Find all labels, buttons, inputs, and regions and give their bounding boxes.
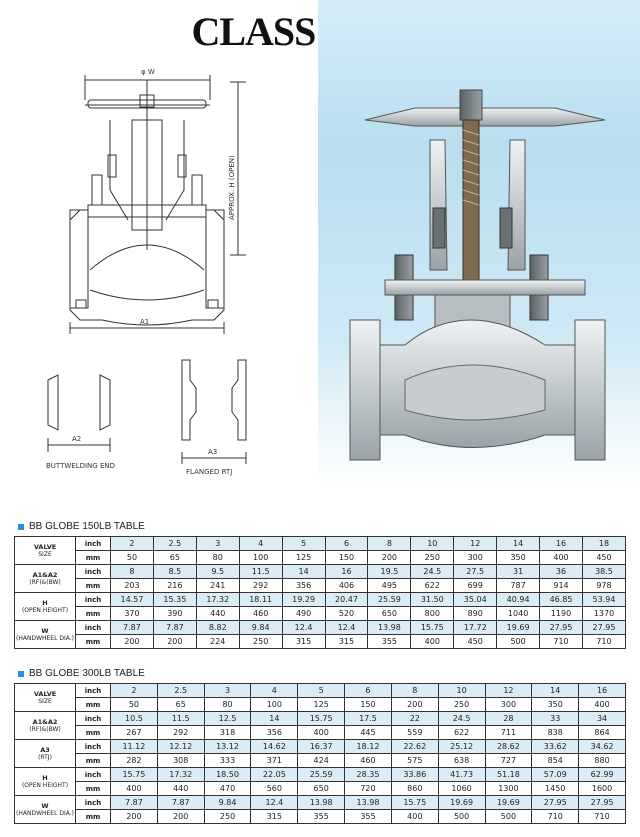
table-cell: 80 <box>204 698 251 712</box>
table-cell: 292 <box>157 726 204 740</box>
table-cell: 1040 <box>497 607 540 621</box>
table-cell: 51.18 <box>485 768 532 782</box>
table-cell: 13.98 <box>298 796 345 810</box>
table-cell: 710 <box>540 635 583 649</box>
table-cell: 440 <box>196 607 239 621</box>
table-cell: 400 <box>540 551 583 565</box>
table-cell: 9.84 <box>239 621 282 635</box>
table300-row-0-inch <box>15 684 626 698</box>
table300-row-0-mm <box>15 698 626 712</box>
table-cell: 355 <box>298 810 345 824</box>
row-header-label: H <box>42 598 48 607</box>
table-cell: 11.5 <box>239 565 282 579</box>
table-cell: 710 <box>582 635 625 649</box>
table-cell: 50 <box>111 551 154 565</box>
table-cell: 200 <box>368 551 411 565</box>
table-cell: 864 <box>579 726 626 740</box>
table-cell: 65 <box>153 551 196 565</box>
unit-cell: inch <box>76 712 111 726</box>
table-cell: 17.32 <box>157 768 204 782</box>
table-cell: 50 <box>111 698 158 712</box>
table-cell: 20.47 <box>325 593 368 607</box>
table-cell: 17.5 <box>345 712 392 726</box>
table-cell: 282 <box>111 754 158 768</box>
table-cell: 470 <box>204 782 251 796</box>
table-cell: 460 <box>239 607 282 621</box>
table-cell: 400 <box>391 810 438 824</box>
table-cell: 15.75 <box>391 796 438 810</box>
table-cell: 28 <box>485 712 532 726</box>
table-cell: 638 <box>438 754 485 768</box>
table-cell: 710 <box>532 810 579 824</box>
unit-cell: mm <box>76 551 111 565</box>
table-cell: 250 <box>438 698 485 712</box>
table-cell: 125 <box>298 698 345 712</box>
table-cell: 559 <box>391 726 438 740</box>
table-cell: 650 <box>298 782 345 796</box>
table-cell: 7.87 <box>111 621 154 635</box>
row-header-label: VALVE <box>33 689 57 698</box>
row-header-sub: (RF)&(BW) <box>29 725 61 733</box>
table-cell: 1060 <box>438 782 485 796</box>
table-cell: 711 <box>485 726 532 740</box>
table-cell: 14.62 <box>251 740 298 754</box>
row-header-sub: SIZE <box>38 697 52 705</box>
table-cell: 17.72 <box>454 621 497 635</box>
table-cell: 727 <box>485 754 532 768</box>
table-cell: 440 <box>157 782 204 796</box>
row-header-label: A3 <box>40 745 50 754</box>
table-cell: 914 <box>540 579 583 593</box>
table-cell: 12.4 <box>325 621 368 635</box>
table-cell: 838 <box>532 726 579 740</box>
unit-cell: mm <box>76 754 111 768</box>
table-cell: 33 <box>532 712 579 726</box>
table-cell: 224 <box>196 635 239 649</box>
table-cell: 14.57 <box>111 593 154 607</box>
table-cell: 13.12 <box>204 740 251 754</box>
table-cell: 27.95 <box>579 796 626 810</box>
table-cell: 267 <box>111 726 158 740</box>
table-cell: 200 <box>153 635 196 649</box>
table-cell: 622 <box>411 579 454 593</box>
table-cell: 38.5 <box>582 565 625 579</box>
valve-cutaway-render <box>335 80 635 470</box>
table-cell: 28.35 <box>345 768 392 782</box>
table-cell: 400 <box>579 698 626 712</box>
table-cell: 25.59 <box>298 768 345 782</box>
label-approx-h: APPROX. H (OPEN) <box>228 155 236 220</box>
table-cell: 25.12 <box>438 740 485 754</box>
table150-row-3-mm <box>15 635 626 649</box>
unit-cell: mm <box>76 810 111 824</box>
row-header <box>15 712 76 740</box>
table-cell: 8.82 <box>196 621 239 635</box>
table-cell: 15.75 <box>111 768 158 782</box>
table150-heading <box>18 521 145 532</box>
row-header-sub: (RTJ) <box>38 753 52 761</box>
table300-row-1-mm <box>15 726 626 740</box>
table-300lb <box>14 683 626 824</box>
table-cell: 445 <box>345 726 392 740</box>
table-cell: 7.87 <box>153 621 196 635</box>
table-cell: 250 <box>411 551 454 565</box>
table-cell: 318 <box>204 726 251 740</box>
table-cell: 13.98 <box>368 621 411 635</box>
table-cell: 355 <box>345 810 392 824</box>
table300-heading <box>18 668 145 679</box>
table-cell: 15.35 <box>153 593 196 607</box>
unit-cell: mm <box>76 635 111 649</box>
table-cell: 356 <box>282 579 325 593</box>
table-cell: 4 <box>239 537 282 551</box>
table300-title: BB GLOBE 300LB TABLE <box>29 668 145 679</box>
table-cell: 62.99 <box>579 768 626 782</box>
table-cell: 854 <box>532 754 579 768</box>
table-cell: 200 <box>111 635 154 649</box>
table-cell: 33.62 <box>532 740 579 754</box>
table-cell: 500 <box>497 635 540 649</box>
table300-row-1-inch <box>15 712 626 726</box>
table150-row-2-inch <box>15 593 626 607</box>
table-cell: 22.62 <box>391 740 438 754</box>
table-cell: 5 <box>282 537 325 551</box>
table300-marker-icon <box>18 671 24 677</box>
table-cell: 15.75 <box>411 621 454 635</box>
row-header <box>15 537 76 565</box>
table-cell: 400 <box>411 635 454 649</box>
table-cell: 35.04 <box>454 593 497 607</box>
table-cell: 19.29 <box>282 593 325 607</box>
table-cell: 18.12 <box>345 740 392 754</box>
table-cell: 16 <box>540 537 583 551</box>
table300-row-3-inch <box>15 768 626 782</box>
row-header-sub: (OPEN HEIGHT) <box>21 781 69 789</box>
row-header-label: VALVE <box>33 542 57 551</box>
table-cell: 80 <box>196 551 239 565</box>
unit-cell: mm <box>76 726 111 740</box>
table-cell: 11.5 <box>157 712 204 726</box>
table-cell: 710 <box>579 810 626 824</box>
unit-cell: inch <box>76 593 111 607</box>
table-cell: 200 <box>111 810 158 824</box>
unit-cell: inch <box>76 768 111 782</box>
table-cell: 575 <box>391 754 438 768</box>
table-cell: 36 <box>540 565 583 579</box>
table-cell: 250 <box>239 635 282 649</box>
table-cell: 11.12 <box>111 740 158 754</box>
row-header <box>15 768 76 796</box>
row-header-label: H <box>42 773 48 782</box>
row-header-label: A1&A2 <box>32 570 58 579</box>
row-header-label: A1&A2 <box>32 717 58 726</box>
table-cell: 203 <box>111 579 154 593</box>
unit-cell: inch <box>76 684 111 698</box>
table-cell: 406 <box>325 579 368 593</box>
table-cell: 53.94 <box>582 593 625 607</box>
table-cell: 17.32 <box>196 593 239 607</box>
table-cell: 7.87 <box>157 796 204 810</box>
table-cell: 216 <box>153 579 196 593</box>
table-cell: 5 <box>298 684 345 698</box>
row-header <box>15 740 76 768</box>
table-cell: 292 <box>239 579 282 593</box>
table-cell: 370 <box>111 607 154 621</box>
table-cell: 16.37 <box>298 740 345 754</box>
table-cell: 24.5 <box>411 565 454 579</box>
unit-cell: inch <box>76 565 111 579</box>
table-cell: 41.73 <box>438 768 485 782</box>
table-cell: 12.4 <box>251 796 298 810</box>
unit-cell: mm <box>76 782 111 796</box>
table-cell: 40.94 <box>497 593 540 607</box>
row-header <box>15 796 76 824</box>
table150-row-1-mm <box>15 579 626 593</box>
table-cell: 1370 <box>582 607 625 621</box>
table-cell: 150 <box>345 698 392 712</box>
table-cell: 100 <box>251 698 298 712</box>
table-cell: 350 <box>497 551 540 565</box>
table-cell: 9.84 <box>204 796 251 810</box>
table-cell: 10 <box>438 684 485 698</box>
table-cell: 860 <box>391 782 438 796</box>
label-a2: A2 <box>72 435 82 443</box>
unit-cell: mm <box>76 698 111 712</box>
table-cell: 19.69 <box>485 796 532 810</box>
row-header-sub: (HANDWHEEL DIA.) <box>16 634 74 642</box>
table-cell: 34 <box>579 712 626 726</box>
table-cell: 19.69 <box>497 621 540 635</box>
unit-cell: mm <box>76 579 111 593</box>
table-cell: 6 <box>325 537 368 551</box>
table-cell: 27.5 <box>454 565 497 579</box>
table150-row-0-inch <box>15 537 626 551</box>
table-cell: 356 <box>251 726 298 740</box>
table-cell: 650 <box>368 607 411 621</box>
table-cell: 46.85 <box>540 593 583 607</box>
table-cell: 890 <box>454 607 497 621</box>
table-cell: 15.75 <box>298 712 345 726</box>
table-cell: 12.4 <box>282 621 325 635</box>
valve-line-drawing <box>10 60 310 480</box>
label-buttwelding: BUTTWELDING END <box>46 462 115 470</box>
table-cell: 520 <box>325 607 368 621</box>
table-cell: 200 <box>391 698 438 712</box>
row-header <box>15 565 76 593</box>
table-cell: 27.95 <box>540 621 583 635</box>
table-cell: 18 <box>582 537 625 551</box>
table-cell: 12 <box>485 684 532 698</box>
table-cell: 9.5 <box>196 565 239 579</box>
table150-row-2-mm <box>15 607 626 621</box>
table-cell: 18.50 <box>204 768 251 782</box>
table-cell: 315 <box>251 810 298 824</box>
table-cell: 18.11 <box>239 593 282 607</box>
table-cell: 390 <box>153 607 196 621</box>
unit-cell: inch <box>76 796 111 810</box>
table150-row-3-inch <box>15 621 626 635</box>
table-cell: 65 <box>157 698 204 712</box>
table-cell: 19.69 <box>438 796 485 810</box>
table-cell: 1600 <box>579 782 626 796</box>
table-cell: 500 <box>485 810 532 824</box>
table-cell: 14 <box>497 537 540 551</box>
table150-row-0-mm <box>15 551 626 565</box>
table-cell: 27.95 <box>582 621 625 635</box>
table-cell: 978 <box>582 579 625 593</box>
table150-row-1-inch <box>15 565 626 579</box>
row-header <box>15 621 76 649</box>
table300-row-2-inch <box>15 740 626 754</box>
table-cell: 13.98 <box>345 796 392 810</box>
row-header-label: W <box>41 801 49 810</box>
table-cell: 300 <box>485 698 532 712</box>
table-cell: 495 <box>368 579 411 593</box>
table300-row-2-mm <box>15 754 626 768</box>
table300-row-4-mm <box>15 810 626 824</box>
table300-row-3-mm <box>15 782 626 796</box>
label-a1: A1 <box>140 318 150 326</box>
table-cell: 31.50 <box>411 593 454 607</box>
table-cell: 10 <box>411 537 454 551</box>
table-cell: 308 <box>157 754 204 768</box>
table-cell: 10.5 <box>111 712 158 726</box>
table-cell: 22.05 <box>251 768 298 782</box>
table-150lb <box>14 536 626 649</box>
unit-cell: inch <box>76 621 111 635</box>
row-header <box>15 593 76 621</box>
table-cell: 800 <box>411 607 454 621</box>
table-cell: 7.87 <box>111 796 158 810</box>
table-cell: 400 <box>298 726 345 740</box>
label-phi-w: φ W <box>141 68 155 76</box>
row-header-sub: (OPEN HEIGHT) <box>21 606 69 614</box>
table-cell: 12.5 <box>204 712 251 726</box>
table-cell: 34.62 <box>579 740 626 754</box>
label-flanged: FLANGED RTJ <box>186 468 233 476</box>
table-cell: 315 <box>282 635 325 649</box>
table-cell: 3 <box>196 537 239 551</box>
table-cell: 100 <box>239 551 282 565</box>
table150-marker-icon <box>18 524 24 530</box>
table-cell: 787 <box>497 579 540 593</box>
table-cell: 14 <box>251 712 298 726</box>
table-cell: 355 <box>368 635 411 649</box>
table-cell: 400 <box>111 782 158 796</box>
table-cell: 25.59 <box>368 593 411 607</box>
table-cell: 14 <box>282 565 325 579</box>
table-cell: 3 <box>204 684 251 698</box>
table-cell: 2.5 <box>157 684 204 698</box>
table-cell: 14 <box>532 684 579 698</box>
table-cell: 622 <box>438 726 485 740</box>
table-cell: 27.95 <box>532 796 579 810</box>
table-cell: 699 <box>454 579 497 593</box>
table-cell: 2 <box>111 537 154 551</box>
unit-cell: mm <box>76 607 111 621</box>
table-cell: 2 <box>111 684 158 698</box>
table-cell: 31 <box>497 565 540 579</box>
table150-title: BB GLOBE 150LB TABLE <box>29 521 145 532</box>
table-cell: 6 <box>345 684 392 698</box>
table-cell: 1450 <box>532 782 579 796</box>
table-cell: 28.62 <box>485 740 532 754</box>
table-cell: 24.5 <box>438 712 485 726</box>
table-cell: 8 <box>111 565 154 579</box>
table-cell: 33.86 <box>391 768 438 782</box>
table-cell: 450 <box>582 551 625 565</box>
table-cell: 350 <box>532 698 579 712</box>
table-cell: 19.5 <box>368 565 411 579</box>
table-cell: 1190 <box>540 607 583 621</box>
row-header <box>15 684 76 712</box>
unit-cell: inch <box>76 537 111 551</box>
table-cell: 125 <box>282 551 325 565</box>
table-cell: 424 <box>298 754 345 768</box>
table-cell: 333 <box>204 754 251 768</box>
table-cell: 300 <box>454 551 497 565</box>
row-header-label: W <box>41 626 49 635</box>
table-cell: 12.12 <box>157 740 204 754</box>
table-cell: 12 <box>454 537 497 551</box>
table-cell: 371 <box>251 754 298 768</box>
unit-cell: inch <box>76 740 111 754</box>
table-cell: 22 <box>391 712 438 726</box>
table300-row-4-inch <box>15 796 626 810</box>
table-cell: 8 <box>368 537 411 551</box>
table-cell: 460 <box>345 754 392 768</box>
table-cell: 57.09 <box>532 768 579 782</box>
table-cell: 150 <box>325 551 368 565</box>
title-class: CLASS <box>191 9 316 54</box>
table-cell: 16 <box>579 684 626 698</box>
table-cell: 4 <box>251 684 298 698</box>
table-cell: 200 <box>157 810 204 824</box>
table-cell: 315 <box>325 635 368 649</box>
table-cell: 500 <box>438 810 485 824</box>
row-header-sub: (RF)&(BW) <box>29 578 61 586</box>
table-cell: 490 <box>282 607 325 621</box>
table-cell: 8 <box>391 684 438 698</box>
table-cell: 2.5 <box>153 537 196 551</box>
table-cell: 16 <box>325 565 368 579</box>
row-header-sub: SIZE <box>38 550 52 558</box>
table-cell: 8.5 <box>153 565 196 579</box>
table-cell: 250 <box>204 810 251 824</box>
label-a3: A3 <box>208 448 218 456</box>
row-header-sub: (HANDWHEEL DIA.) <box>16 809 74 817</box>
table-cell: 450 <box>454 635 497 649</box>
table-cell: 1300 <box>485 782 532 796</box>
table-cell: 720 <box>345 782 392 796</box>
table-cell: 241 <box>196 579 239 593</box>
table-cell: 880 <box>579 754 626 768</box>
table-cell: 560 <box>251 782 298 796</box>
